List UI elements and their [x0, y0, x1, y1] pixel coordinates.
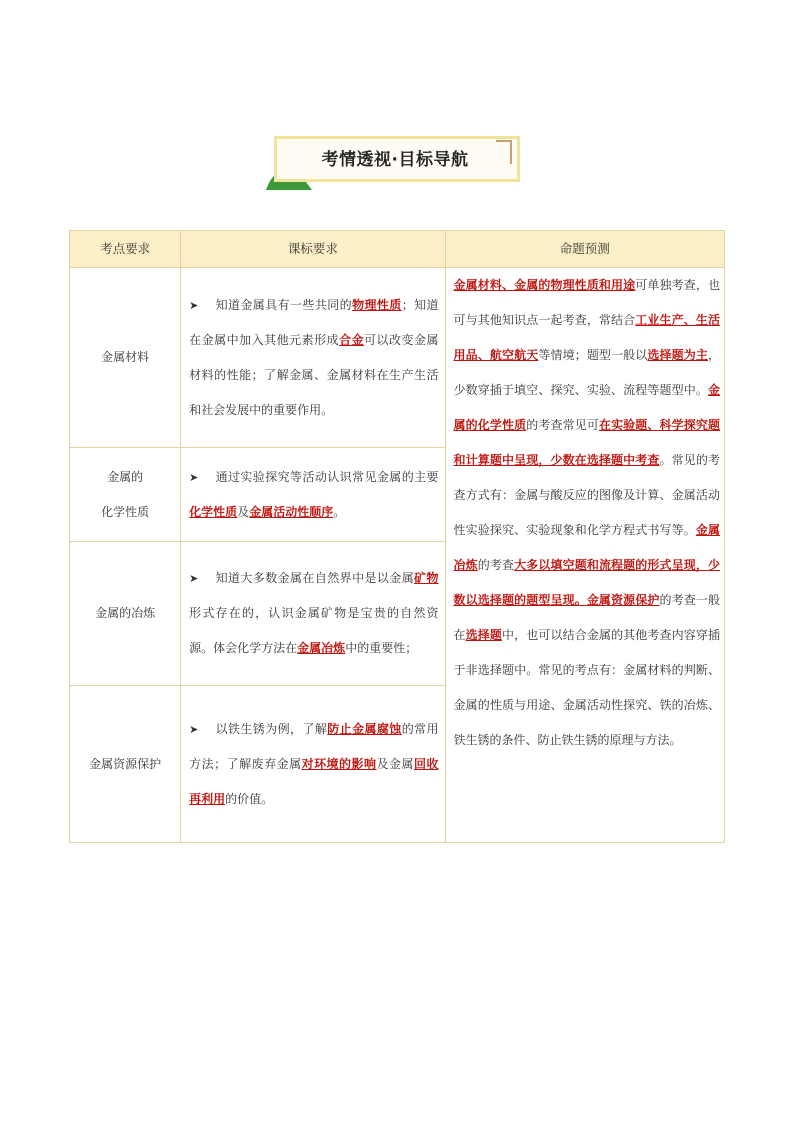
text-segment: 及金属 — [376, 756, 415, 771]
highlighted-term: 化学性质 — [189, 504, 238, 519]
highlighted-term: 金属冶炼 — [297, 641, 346, 655]
text-segment: 通过实验探究等活动认识常见金属的主要 — [215, 469, 439, 484]
requirement-cell — [181, 686, 445, 843]
text-segment: 中的重要性； — [345, 641, 418, 655]
bullet-arrow-icon: ➤ — [189, 572, 199, 585]
text-segment: 中，也可以结合金属的其他考查内容穿插于非选择题中。常见的考点有：金属材料的判断、金属的性质与用途、金属活动性探究、铁的冶炼、铁生锈的条件、防止铁生锈的原理与方法。 — [453, 628, 720, 747]
bullet-arrow-icon: ➤ — [189, 298, 199, 312]
highlighted-term: 金属资源保护 — [586, 593, 660, 607]
highlighted-term: 矿物 — [414, 571, 439, 585]
highlighted-term: 金属材料、金属的物理性质和用途 — [453, 278, 636, 292]
text-segment: 可单独考查，也可与其他知识点一起考查，常结合 — [453, 278, 720, 327]
text-segment: 的考查一般在 — [453, 593, 720, 642]
text-segment: 。 — [333, 504, 346, 519]
highlighted-term: 回收再利用 — [189, 756, 439, 806]
header-prediction: 命题预测 — [445, 231, 724, 268]
highlighted-term: 工业生产、生活用品、航空航天 — [453, 313, 720, 362]
highlighted-term: 金属的化学性质 — [453, 383, 720, 432]
highlighted-term: 合金 — [339, 332, 365, 347]
highlighted-term: 大多以填空题和流程题的形式呈现，少数以选择题的题型呈现。 — [453, 558, 720, 607]
topic-line: 金属的 — [107, 469, 144, 484]
page-title: 考情透视·目标导航 — [321, 150, 469, 170]
table-row — [70, 268, 725, 448]
highlighted-term: 选择题为主 — [647, 348, 708, 362]
text-segment: 形式存在的，认识金属矿物是宝贵的自然资源。体会化学方法在 — [189, 606, 439, 655]
title-banner — [266, 134, 524, 190]
highlighted-term: 金属活动性顺序 — [249, 504, 334, 519]
highlighted-term: 在实验题、科学探究题和计算题中呈现，少数在选择题中考查 — [453, 418, 720, 467]
topic-cell: 金属材料 — [70, 268, 181, 448]
table-header-row — [70, 231, 725, 268]
requirement-cell — [181, 268, 445, 448]
text-segment: 等情境；题型一般以 — [538, 348, 648, 362]
highlighted-term: 金属冶炼 — [453, 523, 720, 572]
text-segment: 以铁生锈为例，了解 — [215, 721, 328, 736]
text-segment: 知道大多数金属在自然界中是以金属 — [215, 571, 415, 585]
highlighted-term: 选择题 — [465, 628, 503, 642]
highlighted-term: 对环境的影响 — [301, 756, 377, 771]
text-segment: 可以改变金属材料的性能；了解金属、金属材料在生产生活和社会发展中的重要作用。 — [189, 332, 439, 417]
text-segment: 及 — [237, 504, 250, 519]
topic-cell: 金属的冶炼 — [70, 542, 181, 686]
requirement-text — [189, 470, 438, 519]
header-requirement: 课标要求 — [181, 231, 445, 268]
bullet-arrow-icon: ➤ — [189, 722, 199, 736]
highlighted-term: 防止金属腐蚀 — [327, 721, 402, 736]
requirement-cell — [181, 542, 445, 686]
text-segment: 的常用方法；了解废弃金属 — [189, 721, 439, 771]
text-segment: ；知道在金属中加入其他元素形成 — [189, 297, 439, 347]
requirement-text — [189, 298, 438, 417]
text-segment: 的价值。 — [225, 791, 274, 806]
topic-cell — [70, 448, 181, 542]
header-topic: 考点要求 — [70, 231, 181, 268]
prediction-cell — [445, 268, 724, 843]
syllabus-table — [69, 230, 725, 843]
text-segment: 。常见的考查方式有：金属与酸反应的图像及计算、金属活动性实验探究、实验现象和化学方程式书写等。 — [453, 453, 720, 537]
text-segment: 的考查常见可 — [526, 418, 599, 432]
text-segment: ，少数穿插于填空、探究、实验、流程等题型中。 — [453, 348, 720, 397]
requirement-text — [189, 571, 438, 655]
highlighted-term: 物理性质 — [352, 297, 402, 312]
bullet-arrow-icon: ➤ — [189, 470, 199, 484]
topic-line: 化学性质 — [101, 504, 150, 519]
topic-cell: 金属资源保护 — [70, 686, 181, 843]
requirement-text — [189, 722, 438, 806]
requirement-cell — [181, 448, 445, 542]
prediction-text — [454, 268, 720, 758]
text-segment: 知道金属具有一些共同的 — [215, 297, 353, 312]
text-segment: 的考查 — [477, 558, 515, 572]
